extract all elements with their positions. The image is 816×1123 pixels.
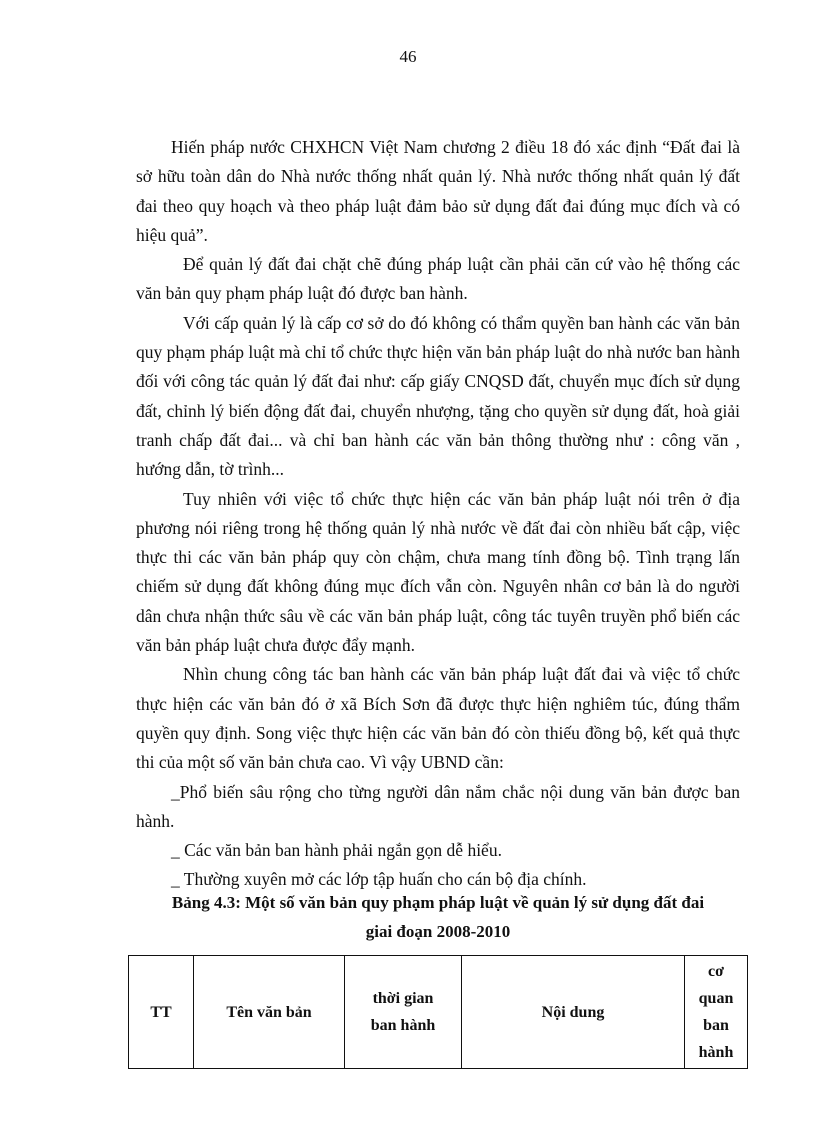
table-header-row <box>129 956 748 1069</box>
paragraph-summary: Nhìn chung công tác ban hành các văn bản pháp luật đất đai và việc tổ chức thực hiện các văn bản đó ở xã Bích Sơn đã được thực hiện nghiêm túc, đúng thẩm quyền quy định. Song việc thực hiện các văn bản đó còn thiếu đồng bộ, kết quả thực thi của một số văn bản chưa cao. Vì vậy UBND cần: <box>136 664 740 773</box>
header-document-name: Tên văn bản <box>194 956 345 1069</box>
bullet-item: _ Các văn bản ban hành phải ngắn gọn dễ hiểu. <box>171 840 502 861</box>
paragraph-local-authority: Với cấp quản lý là cấp cơ sở do đó không có thẩm quyền ban hành các văn bản quy phạm pháp luật mà chỉ tổ chức thực hiện văn bản pháp luật do nhà nước ban hành đối với công tác quản lý đất đai như: cấp giấy CNQSD đất, chuyển mục đích sử dụng đất, chỉnh lý biến động đất đai, chuyển nhượng, tặng cho quyền sử dụng đất, hoà giải tranh chấp đất đai... và chỉ ban hành các văn bản thông thường như : công văn , hướng dẫn, tờ trình... <box>136 312 740 480</box>
paragraph-constitution: Hiến pháp nước CHXHCN Việt Nam chương 2 điều 18 đó xác định “Đất đai là sở hữu toàn dân do Nhà nước thống nhất quản lý. Nhà nước thống nhất quản lý đất đai theo quy hoạch và theo pháp luật đảm bảo sử dụng đất đai đúng mục đích và có hiệu quả”. <box>136 137 740 245</box>
bullet-item: _ Thường xuyên mở các lớp tập huấn cho cán bộ địa chính. <box>171 869 587 890</box>
page-number: 46 <box>399 47 417 66</box>
header-issue-time <box>345 956 462 1069</box>
header-issue-time-line1: thời gian <box>372 990 434 1007</box>
paragraph-legal-basis: Để quản lý đất đai chặt chẽ đúng pháp luật cần phải căn cứ vào hệ thống các văn bản quy phạm pháp luật đó được ban hành. <box>136 254 740 304</box>
header-issuing-agency-line2: ban hành <box>698 1017 734 1061</box>
legal-documents-table <box>128 955 748 1069</box>
table-caption <box>130 888 746 946</box>
table-caption-line: giai đoạn 2008-2010 <box>365 922 511 941</box>
header-issuing-agency <box>685 956 748 1069</box>
paragraph-shortcomings: Tuy nhiên với việc tổ chức thực hiện các văn bản pháp luật nói trên ở địa phương nói riêng trong hệ thống quản lý nhà nước về đất đai còn nhiều bất cập, việc thực thi các văn bản pháp quy còn chậm, chưa mang tính đồng bộ. Tình trạng lấn chiếm sử dụng đất không đúng mục đích vẫn còn. Nguyên nhân cơ bản là do người dân chưa nhận thức sâu về các văn bản pháp luật, công tác tuyên truyền phổ biến các văn bản pháp luật chưa được đẩy mạnh. <box>136 488 740 656</box>
body-text <box>136 133 740 895</box>
header-issue-time-line2: ban hành <box>370 1017 436 1034</box>
table-caption-line: Bảng 4.3: Một số văn bản quy phạm pháp luật về quản lý sử dụng đất đai <box>171 893 705 912</box>
header-content: Nội dung <box>462 956 685 1069</box>
header-issuing-agency-line1: cơ quan <box>698 963 734 1007</box>
header-tt: TT <box>129 956 194 1069</box>
bullet-item: _Phổ biến sâu rộng cho từng người dân nắm chắc nội dung văn bản được ban hành. <box>136 781 740 831</box>
